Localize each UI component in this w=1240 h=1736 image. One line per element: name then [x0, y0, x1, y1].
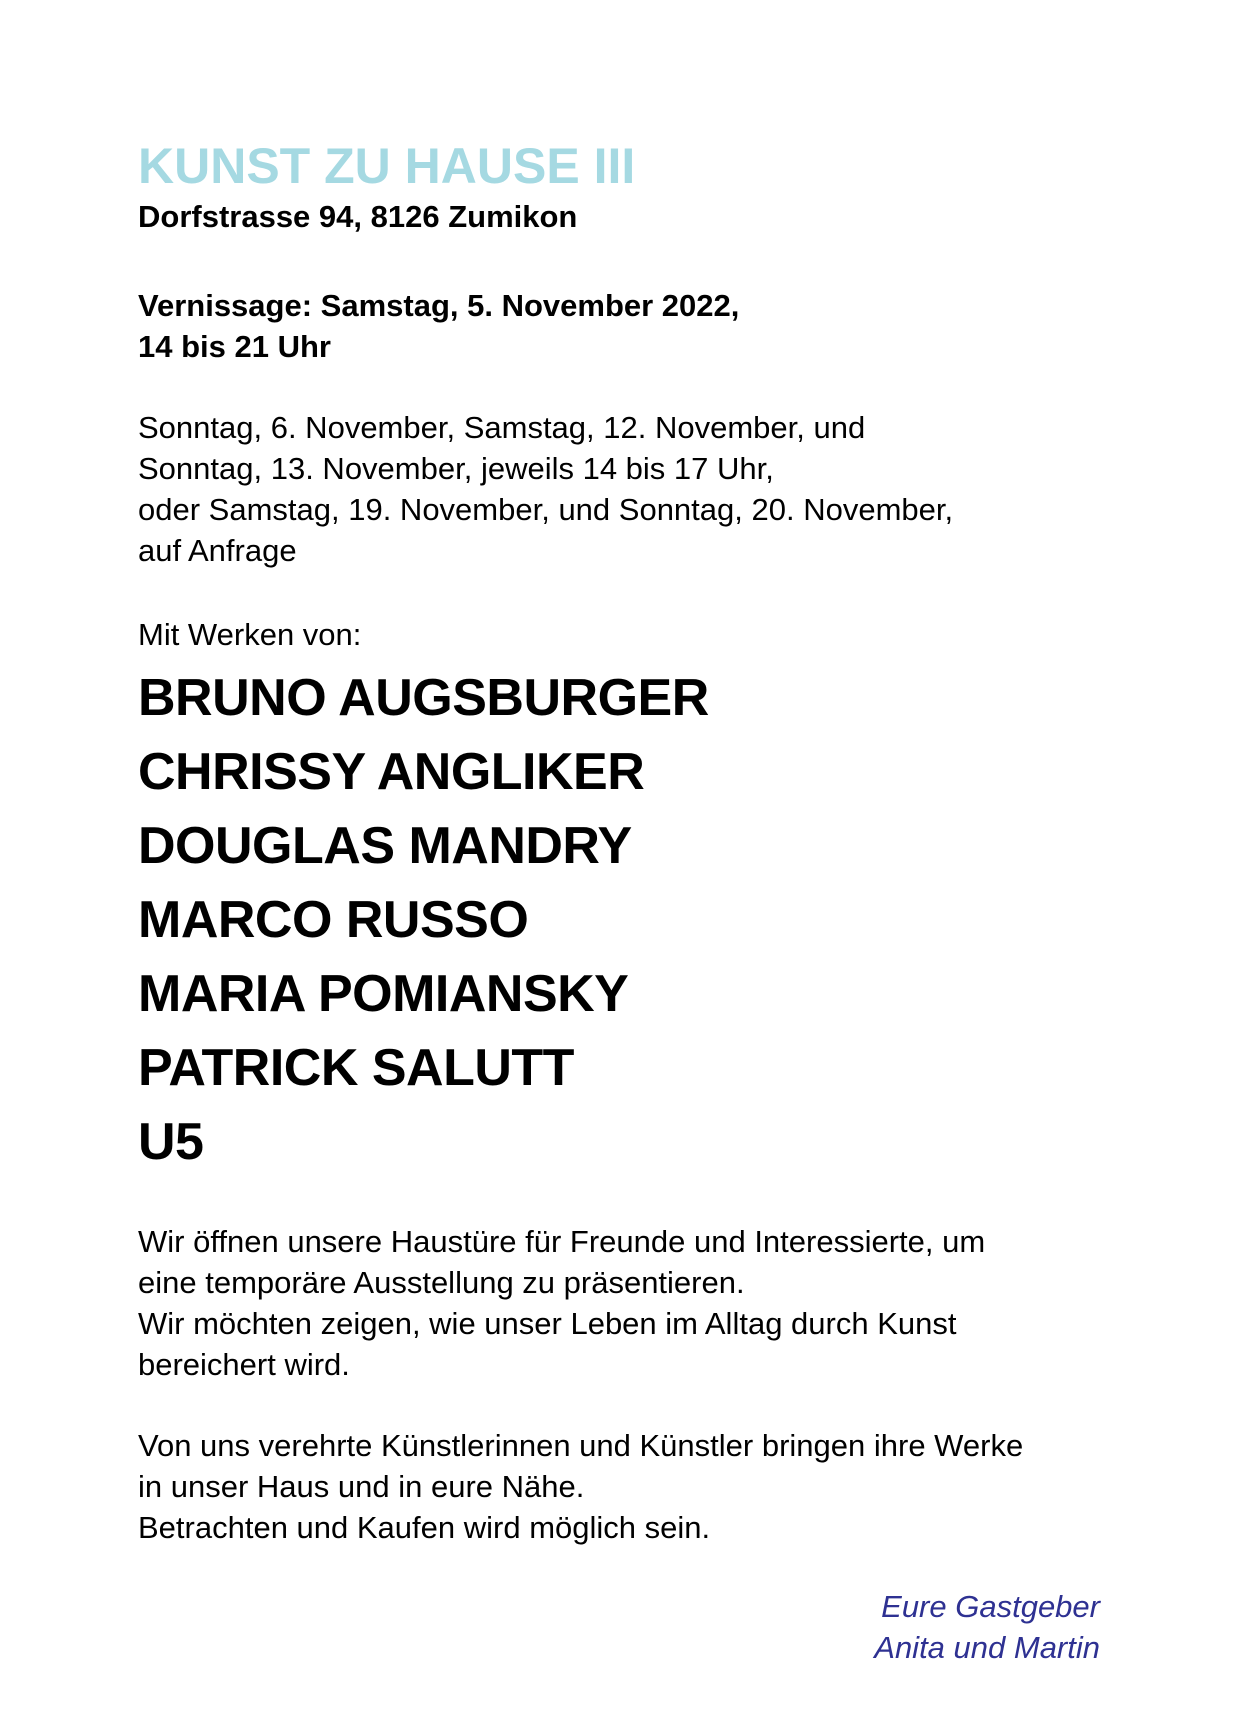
open-days-line-1: Sonntag, 6. November, Samstag, 12. November, und [138, 410, 866, 445]
vernissage-time-line: 14 bis 21 Uhr [138, 329, 331, 364]
signature-line-1: Eure Gastgeber [881, 1589, 1100, 1624]
artist-name: U5 [138, 1113, 204, 1171]
artist-list [138, 661, 1100, 1179]
open-days-block [138, 407, 1100, 571]
closing-paragraph-line-1: Von uns verehrte Künstlerinnen und Künstler bringen ihre Werke [138, 1428, 1024, 1463]
closing-paragraph-line-3: Betrachten und Kaufen wird möglich sein. [138, 1510, 711, 1545]
intro-paragraph-line-3: Wir möchten zeigen, wie unser Leben im Alltag durch Kunst [138, 1306, 957, 1341]
address-line: Dorfstrasse 94, 8126 Zumikon [138, 199, 578, 234]
artist-name: MARIA POMIANSKY [138, 965, 629, 1023]
closing-paragraph [138, 1425, 1100, 1548]
artist-name: MARCO RUSSO [138, 891, 529, 949]
signature-line-2: Anita und Martin [874, 1630, 1100, 1665]
closing-paragraph-line-2: in unser Haus und in eure Nähe. [138, 1469, 585, 1504]
intro-paragraph-line-1: Wir öffnen unsere Haustüre für Freunde und Interessierte, um [138, 1224, 986, 1259]
artist-name: PATRICK SALUTT [138, 1039, 574, 1097]
open-days-line-3: oder Samstag, 19. November, und Sonntag, 20. November, [138, 492, 954, 527]
intro-paragraph [138, 1221, 1100, 1385]
open-days-line-4: auf Anfrage [138, 533, 297, 568]
artist-name: DOUGLAS MANDRY [138, 817, 632, 875]
vernissage-date-line: Vernissage: Samstag, 5. November 2022, [138, 288, 740, 323]
intro-paragraph-line-2: eine temporäre Ausstellung zu präsentieren. [138, 1265, 745, 1300]
open-days-line-2: Sonntag, 13. November, jeweils 14 bis 17 Uhr, [138, 451, 774, 486]
works-intro-label: Mit Werken von: [138, 617, 362, 652]
artist-name: BRUNO AUGSBURGER [138, 669, 709, 727]
host-signature [138, 1586, 1100, 1668]
intro-paragraph-line-4: bereichert wird. [138, 1347, 350, 1382]
vernissage-block [138, 285, 1100, 367]
page-title: KUNST ZU HAUSE III [138, 138, 636, 194]
artist-name: CHRISSY ANGLIKER [138, 743, 645, 801]
